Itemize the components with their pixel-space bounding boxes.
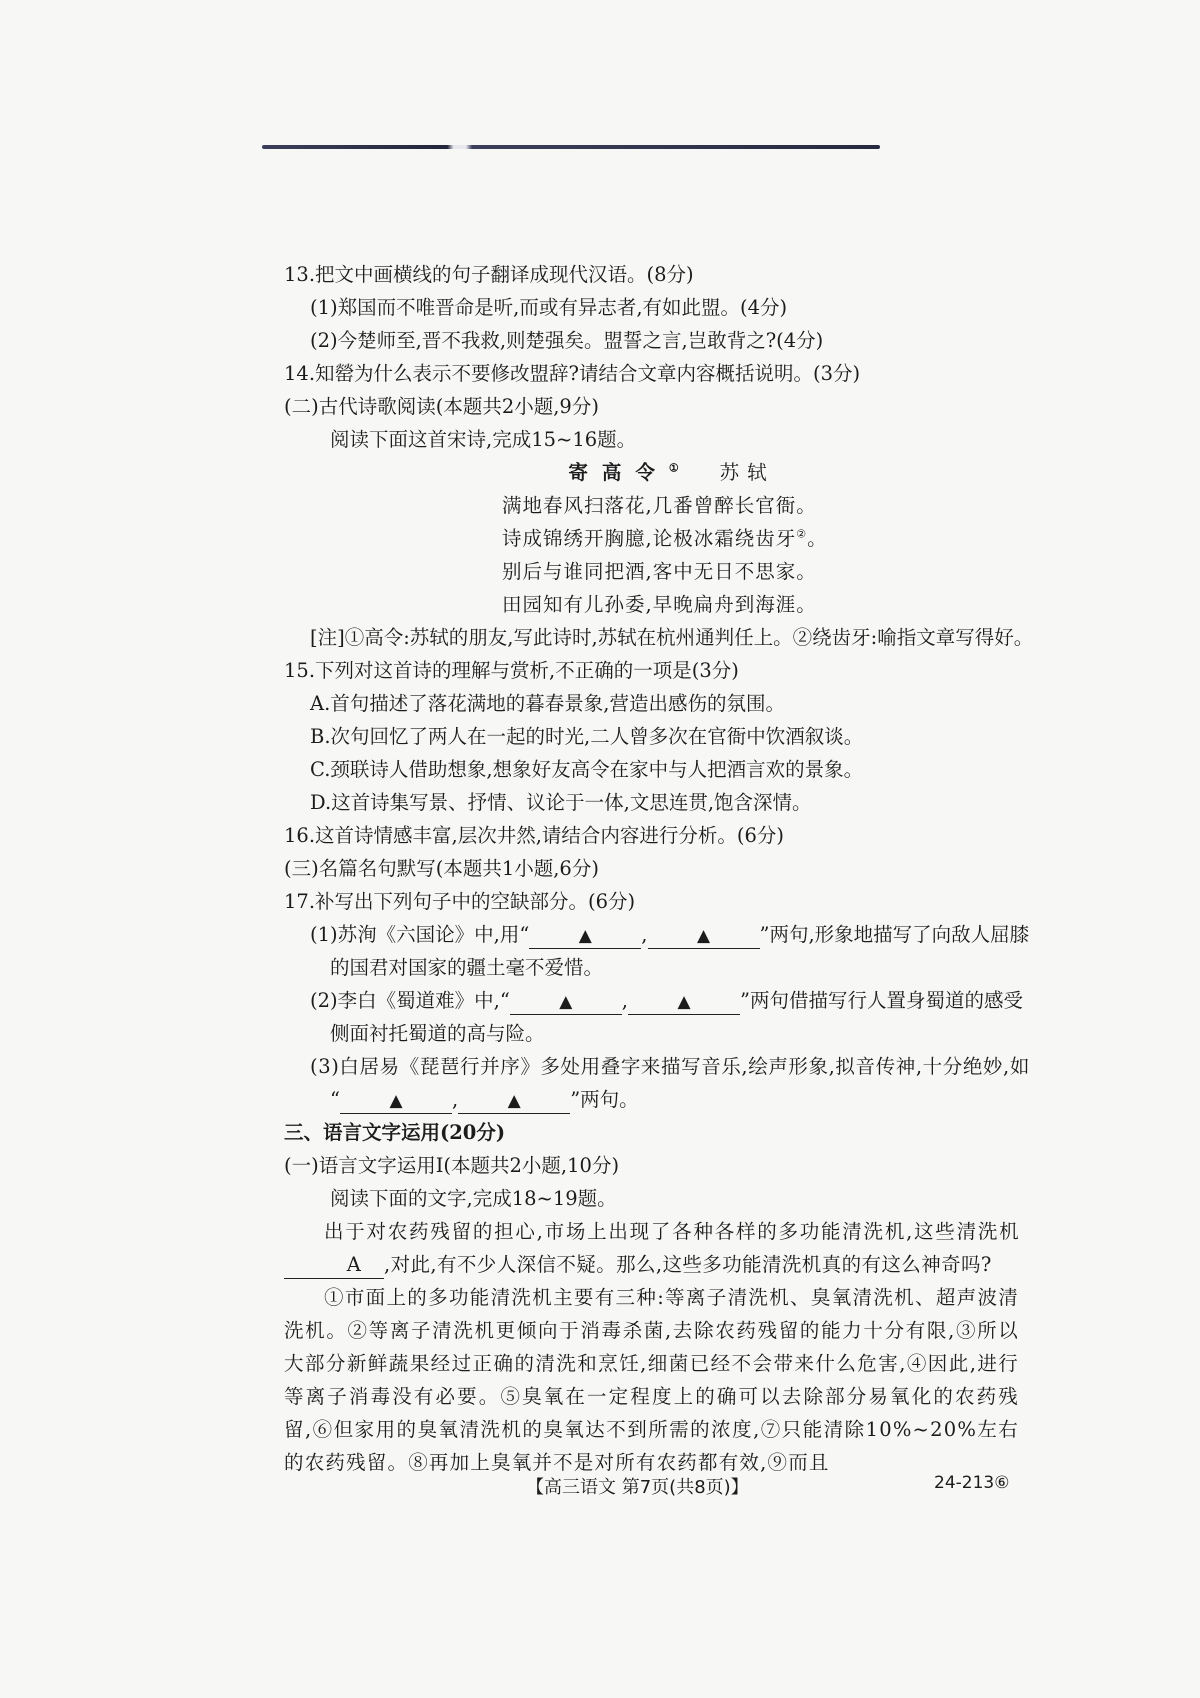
- answer-blank[interactable]: [510, 988, 622, 1015]
- answer-blank[interactable]: [458, 1087, 570, 1114]
- comma: ,: [641, 923, 648, 946]
- q17-part3: (3)白居易《琵琶行并序》多处用叠字来描写音乐,绘声形象,拟音传神,十分绝妙,如: [310, 1055, 1030, 1078]
- poem-title: [284, 456, 1019, 489]
- page-content: [284, 258, 1034, 1479]
- blank-marker: ▲: [677, 992, 691, 1012]
- q16-stem: 16.这首诗情感丰富,层次井然,请结合内容进行分析。(6分): [284, 824, 785, 847]
- answer-blank[interactable]: [340, 1087, 452, 1114]
- poetry-intro: 阅读下面这首宋诗,完成15~16题。: [330, 428, 637, 451]
- q17-part2-tail: ”两句借描写行人置身蜀道的感受: [740, 989, 1023, 1012]
- passage-p1-lead: 出于对农药残留的担心,市场上出现了各种各样的多功能清洗机,这些清洗机: [324, 1220, 1019, 1243]
- q15-option-b: B.次句回忆了两人在一起的时光,二人曾多次在官衙中饮酒叙谈。: [310, 725, 864, 748]
- q17-part2: [284, 984, 1023, 1017]
- blank-marker: ▲: [578, 926, 592, 946]
- blank-marker: ▲: [559, 992, 573, 1012]
- answer-blank[interactable]: [529, 922, 641, 949]
- q15-stem: 15.下列对这首诗的理解与赏析,不正确的一项是(3分): [284, 659, 739, 682]
- language-intro: 阅读下面的文字,完成18~19题。: [330, 1187, 617, 1210]
- q17-stem: 17.补写出下列句子中的空缺部分。(6分): [284, 890, 636, 913]
- header-rule: [262, 145, 880, 149]
- dictation-section-heading: (三)名篇名句默写(本题共1小题,6分): [284, 857, 599, 880]
- poem-line-2-text: 诗成锦绣开胸臆,论极冰霜绕齿牙: [502, 527, 797, 550]
- q17-part3-tail: ”两句。: [570, 1088, 639, 1111]
- poem-title-text: 寄高令: [568, 461, 669, 484]
- poem-line-2-note-mark: ②: [796, 527, 808, 541]
- q17-part1-lead: (1)苏洵《六国论》中,用“: [310, 923, 530, 946]
- poem-line-4: 田园知有儿孙委,早晚扁舟到海涯。: [502, 593, 817, 616]
- poem-title-note-mark: ①: [668, 461, 693, 475]
- page-footer-code: 24-213⑥: [934, 1473, 1010, 1493]
- passage-paragraph-1: [284, 1215, 1019, 1281]
- blank-marker: ▲: [507, 1091, 521, 1111]
- q17-part3-open-quote: “: [330, 1088, 340, 1111]
- poetry-section-heading: (二)古代诗歌阅读(本题共2小题,9分): [284, 395, 599, 418]
- poem-line-2: [284, 522, 1019, 555]
- q13-stem: 13.把文中画横线的句子翻译成现代汉语。(8分): [284, 263, 694, 286]
- comma: ,: [451, 1088, 459, 1111]
- page-footer-label: 【高三语文 第7页(共8页)】: [526, 1477, 749, 1498]
- poem-line-1: 满地春风扫落花,几番曾醉长官衙。: [502, 494, 817, 517]
- passage-paragraph-2: ①市面上的多功能清洗机主要有三种:等离子清洗机、臭氧清洗机、超声波清洗机。②等离子清洗机更倾向于消毒杀菌,去除农药残留的能力十分有限,③所以大部分新鲜蔬果经过正确的清洗和烹饪,细菌已经不会带来什么危害,④因此,进行等离子消毒没有必要。⑤臭氧在一定程度上的确可以去除部分易氧化的农药残留,⑥但家用的臭氧清洗机的臭氧达不到所需的浓度,⑦只能清除10%~20%左右的农药残留。⑧再加上臭氧并不是对所有农药都有效,⑨而且: [284, 1286, 1019, 1474]
- q14-stem: 14.知罃为什么表示不要修改盟辞?请结合文章内容概括说明。(3分): [284, 362, 861, 385]
- q15-option-d: D.这首诗集写景、抒情、议论于一体,文思连贯,饱含深情。: [310, 791, 812, 814]
- q17-part3-cont: [284, 1083, 1019, 1116]
- q15-option-c: C.颈联诗人借助想象,想象好友高令在家中与人把酒言欢的景象。: [310, 758, 864, 781]
- q17-part2-lead: (2)李白《蜀道难》中,“: [310, 989, 510, 1012]
- poem-line-3: 别后与谁同把酒,客中无日不思家。: [502, 560, 817, 583]
- poem-line-2-end: 。: [807, 527, 828, 550]
- passage-p1-tail: ,对此,有不少人深信不疑。那么,这些多功能清洗机真的有这么神奇吗?: [384, 1253, 992, 1276]
- comma: ,: [621, 989, 628, 1012]
- q17-part1: [284, 918, 1030, 951]
- poem-author: 苏轼: [719, 461, 775, 484]
- q13-sub2: (2)今楚师至,晋不我救,则楚强矣。盟誓之言,岂敢背之?(4分): [310, 329, 824, 352]
- q13-sub1: (1)郑国而不唯晋命是听,而或有异志者,有如此盟。(4分): [310, 296, 788, 319]
- blank-a-label: A: [346, 1253, 362, 1276]
- blank-marker: ▲: [389, 1091, 403, 1111]
- poem-note: [注]①高令:苏轼的朋友,写此诗时,苏轼在杭州通判任上。②绕齿牙:喻指文章写得好。: [310, 626, 1034, 649]
- q15-option-a: A.首句描述了落花满地的暮春景象,营造出感伤的氛围。: [310, 692, 785, 715]
- answer-blank[interactable]: [628, 988, 740, 1015]
- language-section-heading: 三、语言文字运用(20分): [284, 1121, 506, 1144]
- language-subsection-heading: (一)语言文字运用Ⅰ(本题共2小题,10分): [284, 1154, 620, 1177]
- q17-part1-tail: ”两句,形象地描写了向敌人屈膝: [759, 923, 1030, 946]
- q17-part2-cont: 侧面衬托蜀道的高与险。: [330, 1022, 545, 1045]
- blank-marker: ▲: [696, 926, 711, 946]
- q17-part1-cont: 的国君对国家的疆土毫不爱惜。: [330, 956, 604, 979]
- passage-blank-a[interactable]: [284, 1252, 384, 1279]
- answer-blank[interactable]: [648, 922, 760, 949]
